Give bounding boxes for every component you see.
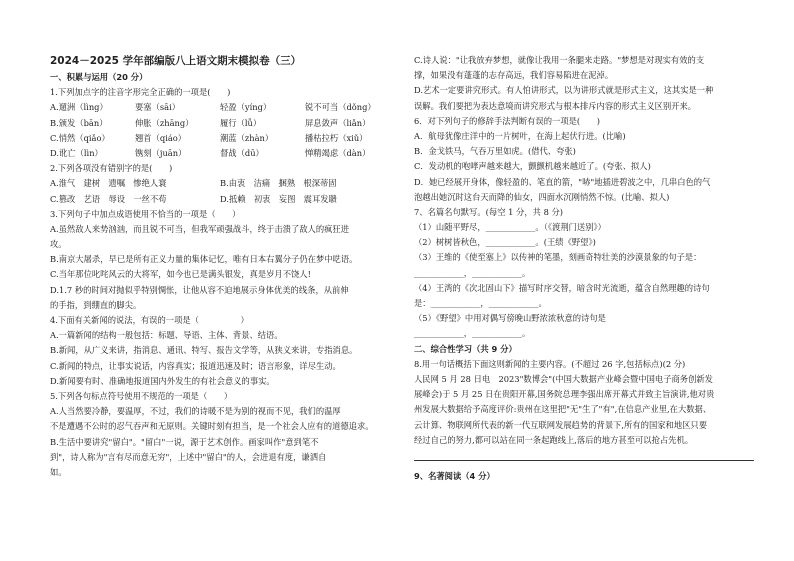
q1-c-3: 潮蓝（zhàn） xyxy=(220,132,274,143)
question-8: 8.用一句话概括下面这则新闻的主要内容。(不超过 26 字,包括标点)(2 分) xyxy=(414,358,686,369)
q7-line: （5）《野望》中用对偶写傍晚山野浓浓秋意的诗句是 xyxy=(414,313,606,324)
q3-line: B.南京大屠杀，早已是所有正义力量的集体记忆，唯有日本右翼分子仍在梦中呓语。 xyxy=(50,254,358,265)
q3-line: D.1.7 秒的时间对抛似乎特别惆怅，让他从容不迫地展示身体优美的线条，从前伸 xyxy=(50,284,349,295)
q8-news-line: 展峰会)于 5 月 25 日在贵阳开幕,国务院总理李强出席开幕式并致主旨演讲,他对贵 xyxy=(414,389,715,400)
section-heading-2: 二、综合性学习（共 9 分） xyxy=(414,343,517,354)
q1-b-4: 屏息敛声（liǎn） xyxy=(305,117,371,128)
question-2: 2.下列各项没有错别字的是( ) xyxy=(50,163,173,174)
q1-d-1: D.讹亡（lìn） xyxy=(50,147,103,158)
q8-news-line: 州发展大数据给予高度评价:贵州在这里把"无"生了"有",在信息产业里,在大数据、 xyxy=(414,404,712,415)
q7-line: 是：____________，____________。 xyxy=(414,298,547,308)
q6-line: B．金戈铁马，气吞万里如虎。(借代、夸张) xyxy=(414,146,576,157)
question-4: 4.下面有关新闻的说法，有误的一项是（ ） xyxy=(50,315,249,325)
q1-b-2: 伸胀（zhāng） xyxy=(135,117,194,128)
q4-line: D.新闻要有时、准确地报道国内外发生的有社会意义的事实。 xyxy=(50,375,275,386)
q1-c-2: 翘首（qiáo） xyxy=(135,132,187,143)
q1-b-3: 履行（lǚ） xyxy=(220,117,262,128)
q4-line: C.新闻的特点，让事实说话，内容真实；报道迅速及时；语言形象，详尽生动。 xyxy=(50,360,341,371)
page-title: 2024－2025 学年部编版八上语文期末模拟卷（三） xyxy=(50,55,302,67)
q1-a-4: 锐不可当（dǒng） xyxy=(305,102,376,113)
q3-line: 攻。 xyxy=(50,239,67,250)
q7-line: （3）王维的《使至塞上》以传神的笔墨，刻画奇特壮美的沙漠景象的句子是： xyxy=(414,252,702,263)
q2-option-a: A.淮气 建树 遗嘱 惨绝人寰 xyxy=(50,178,167,189)
q4-line: B.新闻，从广义来讲，指消息、通讯、特写、报告文学等，从狭义来讲，专指消息。 xyxy=(50,345,358,356)
q6-line: A．航母犹像庄洋中的一片树叶，在海上起伏行进。(比喻) xyxy=(414,130,626,141)
question-5: 5.下列各句标点符号使用不规范的一项是（ ） xyxy=(50,390,233,401)
q6-line: C．发动机的咆哮声越来越大，颤颤机越来越近了。(夸张、拟人) xyxy=(414,161,651,172)
q1-a-2: 要塞（sāi） xyxy=(135,102,181,113)
answer-line xyxy=(414,448,754,461)
right-column xyxy=(414,53,754,484)
question-1: 1.下列加点字的注音字形完全正确的一项是( ) xyxy=(50,87,231,98)
question-9: 9、名著阅读（4 分） xyxy=(414,470,495,481)
q7-line: ____________，____________。 xyxy=(414,328,531,339)
question-3: 3.下列句子中加点成语使用不恰当的一项是（ ） xyxy=(50,208,241,219)
q3-line: 的手指，到绷直的脚尖。 xyxy=(50,299,142,310)
q5-line: B.生活中要讲究"留白"。"留白"一说，源于艺术创作。画家叫作"意到笔不 xyxy=(50,436,319,447)
q2-option-d: D.抵赖 初衷 妄图 震耳发聩 xyxy=(220,193,337,204)
q5-option-d: 误解。我们要把为表达意境而讲究形式与根本排斥内容的形式主义区别开来。 xyxy=(414,100,697,111)
q7-line: （4）王湾的《次北固山下》描写时序交替，暗含时光流逝，蕴含自然理趣的诗句 xyxy=(414,282,710,293)
q7-line: （2）树树皆秋色，____________。(王绩《野望》) xyxy=(414,237,596,248)
q1-row-b xyxy=(50,116,390,131)
q1-d-2: 镌刻（juān） xyxy=(135,147,187,158)
q1-row-c xyxy=(50,131,390,146)
question-7: 7、名篇名句默写。(每空 1 分，共 8 分) xyxy=(414,206,564,217)
q5-line: 不是遭遇不公时的忍气吞声和无原则。关键时刻有担当，是一个社会人应有的道德追求。 xyxy=(50,421,374,432)
question-6: 6．对下列句子的修辞手法判断有误的一项是( ) xyxy=(414,115,600,126)
q2-option-c: C.篡改 艺语 辱设 一丝不苟 xyxy=(50,193,167,204)
q2-row-2 xyxy=(50,192,390,207)
q5-option-c: 撑，如果没有蓬蓬的志存高远，我们容易陷进在泥淖。 xyxy=(414,70,614,81)
q1-b-1: B.颁发（bān） xyxy=(50,117,108,128)
q5-line: 如。 xyxy=(50,466,67,477)
q3-line: C.当年那位叱咤风云的大将军，如今也已是满头银发，真是岁月不饶人! xyxy=(50,269,311,280)
q1-d-4: 惮精竭虑（dàn） xyxy=(305,147,371,158)
q4-line: A.一篇新闻的结构一般包括：标题、导语、主体、背景、结语。 xyxy=(50,330,283,341)
q7-line: ____________，____________。 xyxy=(414,267,531,278)
q1-a-1: A.遛洲（lìng） xyxy=(50,102,108,113)
q1-c-4: 播枯拉朽（xiǔ） xyxy=(305,132,368,143)
q8-news-line: 人民网 5 月 28 日电 2023"数博会"(中国大数据产业峰会暨中国电子商务创新发 xyxy=(414,373,713,384)
q2-option-b: B.由衷 洁痛 捆熟 根深蒂固 xyxy=(220,178,337,189)
q2-row-1 xyxy=(50,176,390,191)
q8-news-line: 云计算、物联网所代表的新一代互联网发展趋势的背景下,所有的国家和地区只要 xyxy=(414,419,708,430)
q5-option-c: C.诗人说："让我放弃梦想，就像让我用一条腿来走路。"梦想是对现实有效的支 xyxy=(414,55,705,65)
q6-line: 泡越出她沉时这台天而降的仙女，四面水沉刚悄然不惊。(比喻、拟人) xyxy=(414,191,670,202)
q6-line: D．她已经展开身体，像轻盈的、笔直的箭，"哧"地插进碧波之中，几串白色的气 xyxy=(414,176,711,187)
q5-line: A.人当然要冷静，要温厚，不过，我们的诗暖不是为别的视而不见，我们的温厚 xyxy=(50,406,341,417)
q7-line: （1）山随平野尽，____________。（《渡荆门送别》） xyxy=(414,222,606,233)
left-column xyxy=(50,0,390,480)
q1-row-a xyxy=(50,100,390,115)
q1-row-d xyxy=(50,146,390,161)
q1-c-1: C.悄然（qiǎo） xyxy=(50,132,110,143)
q5-line: 到"，诗人称为"言有尽而意无穷"，上述中"留白"的人，会进退有度，谦洒自 xyxy=(50,451,327,462)
q1-d-3: 督战（dū） xyxy=(220,147,264,158)
q1-a-3: 轻盈（yíng） xyxy=(220,102,272,113)
section-heading-1: 一、积累与运用（20 分） xyxy=(50,72,148,82)
q5-option-d: D.艺术一定要讲究形式。有人怕讲形式，以为讲形式就是形式主义，这其实是一种 xyxy=(414,85,714,96)
q3-line: A.虽然敌人来势汹汹，而且锐不可当，但我军顽强战斗，终于击溃了敌人的疯狂进 xyxy=(50,223,350,234)
q8-news-line: 经过自己的努力,都可以站在同一条起跑线上,落后的地方甚至可以抢占先机。 xyxy=(414,434,694,445)
